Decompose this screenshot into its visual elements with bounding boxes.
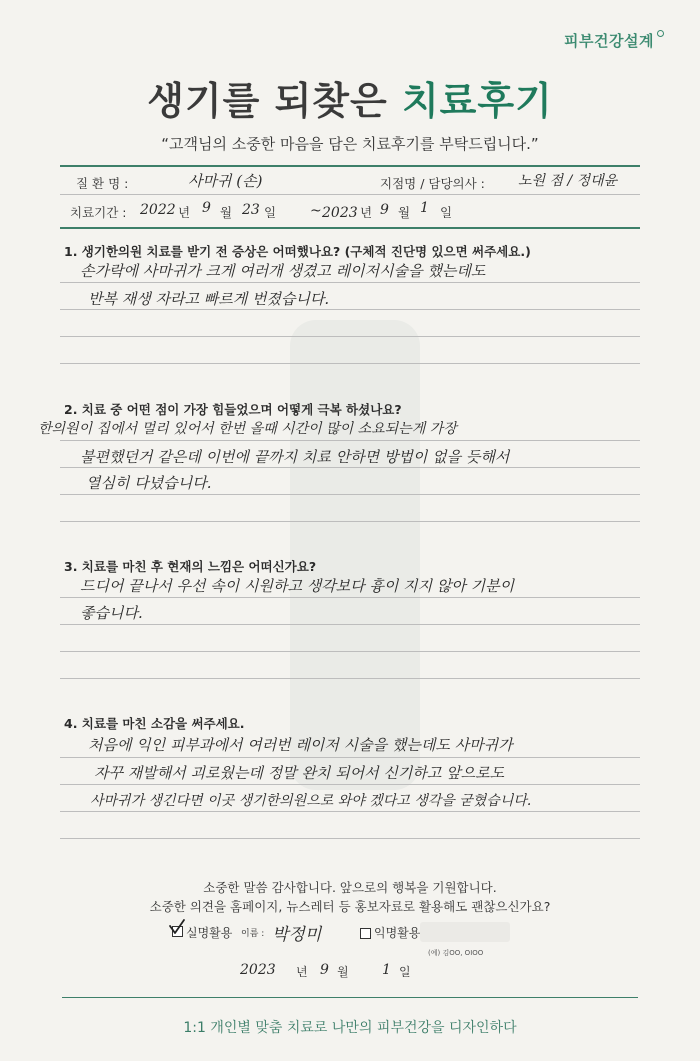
brand-logo-text: 피부건강설계 [564, 32, 654, 50]
footer-tagline: 1:1 개인별 맞춤 치료로 나만의 피부건강을 디자인하다 [183, 1020, 517, 1036]
question-3: 3. 치료를 마친 후 현재의 느낌은 어떠신가요? [64, 559, 317, 574]
end-month: 9 [380, 202, 389, 218]
period-label: 치료기간 : [70, 205, 127, 220]
answer-line [60, 838, 640, 839]
branch-doctor-value: 노원 점 / 정대윤 [518, 173, 618, 189]
answer-4-line-3: 사마귀가 생긴다면 이곳 생기한의원으로 와야 겠다고 생각을 굳혔습니다. [90, 793, 532, 809]
sign-date-month: 9 [320, 962, 329, 978]
answer-1-line-1: 손가락에 사마귀가 크게 여러개 생겼고 레이저시술을 했는데도 [80, 262, 486, 280]
info-bottom-rule [60, 227, 640, 229]
anonymous-label: 익명활용 [374, 926, 421, 940]
answer-line [60, 757, 640, 758]
brand-dot-icon [657, 30, 664, 37]
answer-line [60, 336, 640, 337]
end-year: 2023 [322, 205, 358, 221]
answer-line [60, 651, 640, 652]
end-day: 1 [420, 200, 429, 216]
answer-line [60, 678, 640, 679]
thanks-line-1: 소중한 말씀 감사합니다. 앞으로의 행복을 기원합니다. [203, 880, 497, 895]
answer-line [60, 309, 640, 310]
answer-2-line-2: 불편했던거 같은데 이번에 끝까지 치료 안하면 방법이 없을 듯해서 [80, 448, 510, 466]
anonymous-checkbox[interactable] [360, 928, 371, 939]
sign-date-year-unit: 년 [296, 965, 308, 979]
sign-date-year: 2023 [240, 962, 276, 978]
end-year-unit: 년 [360, 205, 373, 220]
anonymous-name-field[interactable] [420, 922, 510, 942]
info-top-rule [60, 165, 640, 167]
answer-line [60, 784, 640, 785]
answer-4-line-2: 자꾸 재발해서 괴로웠는데 정말 완치 되어서 신기하고 앞으로도 [94, 764, 505, 782]
end-month-unit: 월 [398, 205, 411, 220]
branch-doctor-label: 지점명 / 담당의사 : [380, 176, 485, 191]
answer-line [60, 467, 640, 468]
real-name-label: 실명활용 [186, 926, 233, 940]
start-month: 9 [202, 200, 211, 216]
answer-line [60, 624, 640, 625]
check-mark-icon [168, 918, 186, 936]
question-4: 4. 치료를 마친 소감을 써주세요. [64, 716, 245, 731]
sign-date-day: 1 [382, 962, 391, 978]
answer-line [60, 811, 640, 812]
start-month-unit: 월 [220, 205, 233, 220]
question-2: 2. 치료 중 어떤 점이 가장 힘들었으며 어떻게 극복 하셨나요? [64, 402, 402, 417]
info-mid-rule [60, 194, 640, 195]
answer-2-line-3: 열심히 다녔습니다. [86, 474, 212, 492]
answer-3-line-2: 좋습니다. [80, 604, 143, 622]
answer-1-line-2: 반복 재생 자라고 빠르게 번졌습니다. [88, 290, 330, 308]
footer-rule [62, 997, 638, 998]
page-title [0, 70, 700, 125]
answer-line [60, 521, 640, 522]
answer-line [60, 440, 640, 441]
start-year-unit: 년 [178, 205, 191, 220]
end-day-unit: 일 [440, 205, 453, 220]
answer-line [60, 282, 640, 283]
start-year: 2022 [140, 202, 176, 218]
period-tilde: ~ [310, 203, 322, 219]
sign-date-day-unit: 일 [399, 965, 411, 979]
start-day: 23 [242, 202, 260, 218]
start-day-unit: 일 [264, 205, 277, 220]
disease-value: 사마귀 (손) [188, 172, 263, 190]
watermark-logo [290, 320, 420, 790]
name-value: 박정미 [272, 925, 322, 945]
anonymous-example: (예) 김OO, OIOO [428, 949, 484, 957]
brand-logo [564, 30, 664, 51]
answer-line [60, 363, 640, 364]
title-part2: 치료후기 [401, 79, 553, 123]
answer-4-line-1: 처음에 익인 피부과에서 여러번 레이저 시술을 했는데도 사마귀가 [88, 736, 513, 754]
answer-3-line-1: 드디어 끝나서 우선 속이 시원하고 생각보다 흉이 지지 않아 기분이 [80, 577, 515, 595]
thanks-line-2: 소중한 의견을 홈페이지, 뉴스레터 등 홍보자료로 활용해도 괜찮으신가요? [149, 899, 551, 914]
sign-date-month-unit: 월 [337, 965, 349, 979]
title-part1: 생기를 되찾은 [147, 79, 402, 123]
answer-line [60, 494, 640, 495]
answer-2-line-1: 한의원이 집에서 멀리 있어서 한번 올때 시간이 많이 소요되는게 가장 [38, 421, 457, 437]
page-subtitle: “고객님의 소중한 마음을 담은 치료후기를 부탁드립니다.” [161, 135, 539, 153]
disease-label: 질 환 명 : [76, 176, 129, 191]
answer-line [60, 597, 640, 598]
question-1: 1. 생기한의원 치료를 받기 전 증상은 어떠했나요? (구체적 진단명 있으면 써주세요.) [64, 244, 531, 259]
name-label: 이름 : [241, 929, 265, 939]
